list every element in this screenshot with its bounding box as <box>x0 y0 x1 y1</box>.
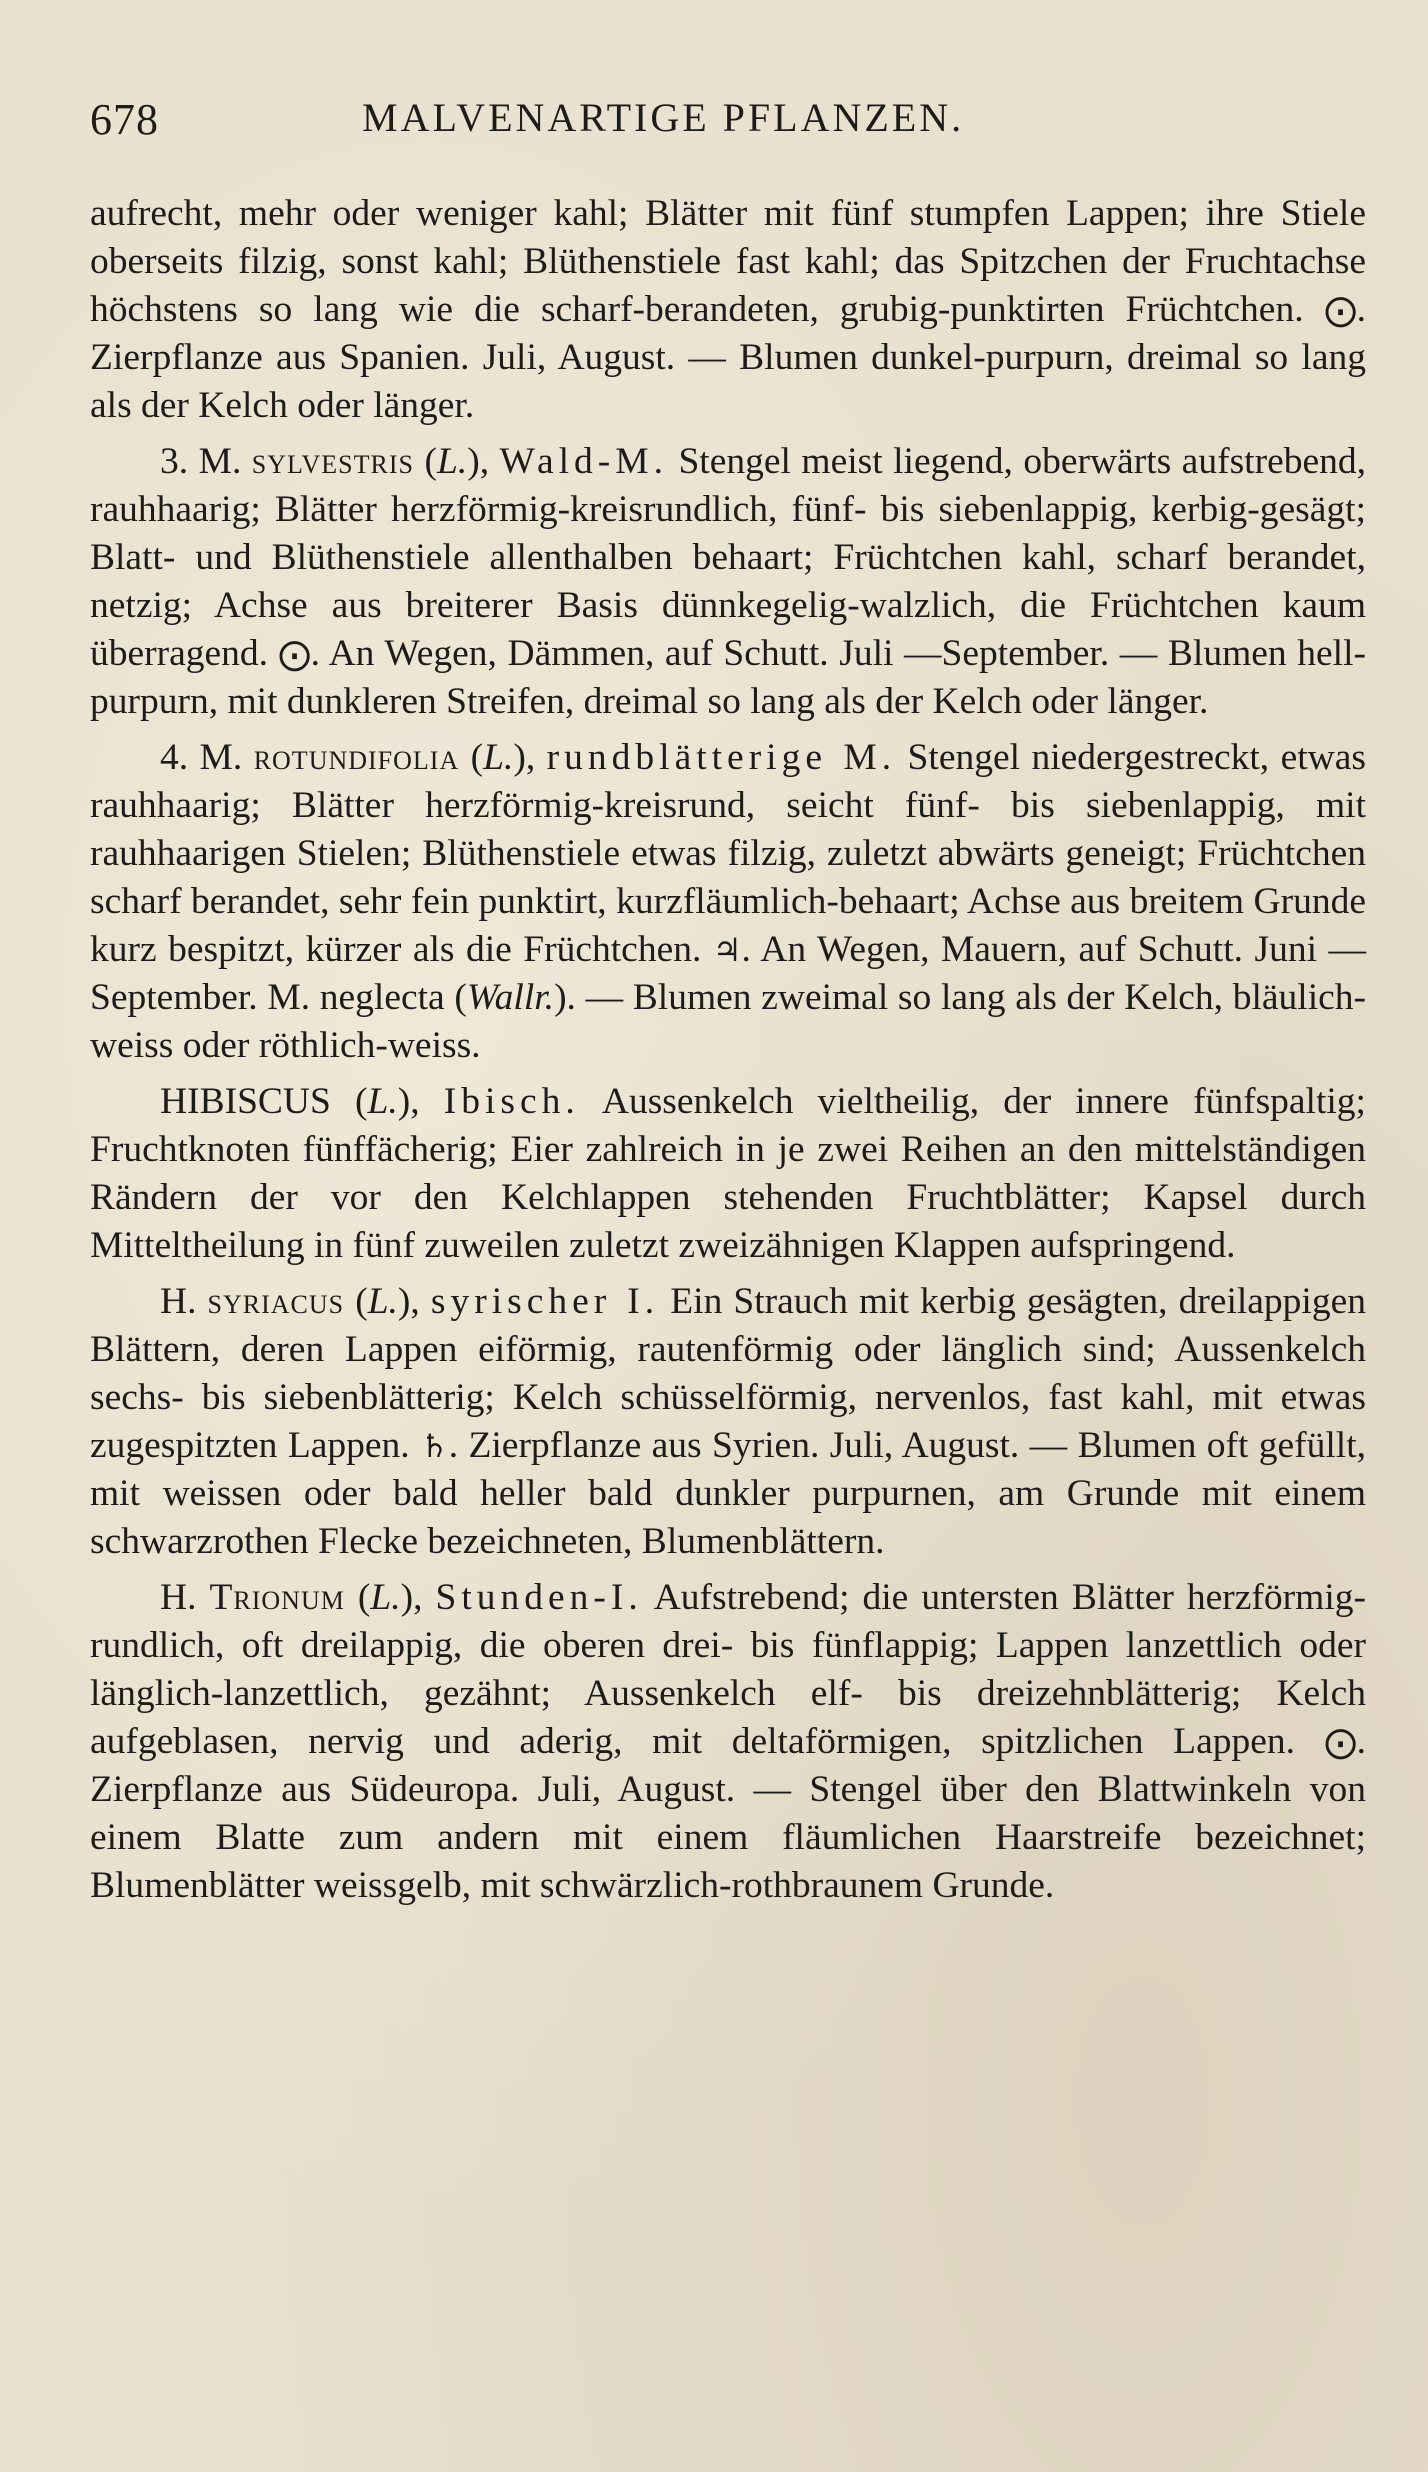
paren-close: ), <box>513 737 547 778</box>
annual-symbol: ⨀ <box>1324 1723 1357 1761</box>
page-body <box>90 190 1366 1918</box>
common-name: syrischer I. <box>430 1281 660 1322</box>
paren-open: ( <box>459 737 484 778</box>
species-number: 3. M. <box>160 441 252 482</box>
species-latin-name: syriacus <box>207 1281 345 1322</box>
paren-open: ( <box>344 1281 368 1322</box>
shrub-symbol: ♄ <box>420 1427 449 1465</box>
paragraph-tail: . An Wegen, Dämmen, auf Schutt. Juli —September. — Blumen hell-purpurn, mit dunkleren Streifen, dreimal so lang als der Kelch oder länger. <box>90 633 1366 722</box>
author-abbreviation: L. <box>483 737 514 778</box>
paragraph-tail-2: ). — Blumen zweimal so lang als der Kelch, bläulich-weiss oder röthlich-weiss. <box>90 977 1366 1066</box>
perennial-symbol: ♃ <box>712 931 742 969</box>
species-latin-name: Trionum <box>209 1577 345 1618</box>
paragraph-tail: . Zierpflanze aus Südeuropa. Juli, August. — Stengel über den Blattwinkeln von einem Blatte zum andern mit einem fläumlichen Haarstreife bezeichnet; Blumenblätter weissgelb, mit schwärzlich-rothbraunem Grunde. <box>90 1721 1366 1906</box>
author-abbreviation: L. <box>367 1281 398 1322</box>
paragraph-text: Stengel meist liegend, oberwärts aufstrebend, rauhhaarig; Blätter herzförmig-kreisrundlich, fünf- bis siebenlappig, kerbig-gesägt; Blatt- und Blüthenstiele allenthalben behaart; Früchtchen kahl, scharf berandet, netzig; Achse aus breiterer Basis dünnkegelig-walzlich, die Früchtchen kaum überragend. <box>90 441 1366 674</box>
paragraph-tail: . Zierpflanze aus Syrien. Juli, August. — Blumen oft gefüllt, mit weissen oder bald heller bald dunkler purpurnen, am Grunde mit einem schwarzrothen Flecke bezeichneten, Blumenblättern. <box>90 1425 1367 1562</box>
paragraph-text: Ein Strauch mit kerbig gesägten, dreilappigen Blättern, deren Lappen eiförmig, rautenförmig oder länglich sind; Aussenkelch sechs- bis siebenblätterig; Kelch schüsselförmig, nervenlos, fast kahl, mit etwas zugespitzten Lappen. <box>90 1281 1366 1466</box>
paragraph-malva-continued <box>90 190 1366 430</box>
common-name: rundblätterige M. <box>546 737 897 778</box>
common-name: Ibisch. <box>443 1081 580 1122</box>
author-abbreviation: L. <box>436 441 468 482</box>
species-number: 4. M. <box>160 737 254 778</box>
common-name: Wald-M. <box>499 441 668 482</box>
paragraph-tail: . Zierpflanze aus Spanien. Juli, August. — Blumen dunkel-purpurn, dreimal so lang als der Kelch oder länger. <box>90 289 1366 426</box>
species-latin-name: sylvestris <box>251 441 414 482</box>
paragraph-tail: . An Wegen, Mauern, auf Schutt. Juni — September. M. neglecta ( <box>90 929 1366 1018</box>
paren-close: ), <box>467 441 500 482</box>
author-abbreviation: L. <box>370 1577 401 1618</box>
genus-name: HIBISCUS ( <box>160 1081 368 1122</box>
paragraph-text: Stengel niedergestreckt, etwas rauhhaarig; Blätter herzförmig-kreisrund, seicht fünf- bis siebenlappig, mit rauhhaarigen Stielen; Blüthenstiele etwas filzig, zuletzt abwärts geneigt; Früchtchen scharf berandet, sehr fein punktirt, kurzfläumlich-behaart; Achse aus breitem Grunde kurz bespitzt, kürzer als die Früchtchen. <box>90 737 1366 970</box>
paragraph-hibiscus-genus <box>90 1078 1366 1270</box>
synonym-author: Wallr. <box>466 977 555 1018</box>
paragraph-malva-sylvestris <box>90 438 1366 726</box>
paren-open: ( <box>414 441 437 482</box>
paragraph-text: Aufstrebend; die untersten Blätter herzförmig-rundlich, oft dreilappig, die oberen drei- bis fünflappig; Lappen lanzettlich oder länglich-lanzettlich, gezähnt; Aussenkelch elf- bis dreizehnblätterig; Kelch aufgeblasen, nervig und aderig, mit deltaförmigen, spitzlichen Lappen. <box>90 1577 1366 1762</box>
paragraph-malva-rotundifolia <box>90 734 1366 1070</box>
species-number: H. <box>160 1281 208 1322</box>
paragraph-text: Aussenkelch vieltheilig, der innere fünfspaltig; Fruchtknoten fünffächerig; Eier zahlreich in je zwei Reihen an den mittelständigen Rändern der vor den Kelchlappen stehenden Fruchtblätter; Kapsel durch Mitteltheilung in fünf zuweilen zuletzt zweizähnigen Klappen aufspringend. <box>90 1081 1366 1266</box>
annual-symbol: ⨀ <box>1324 291 1357 329</box>
annual-symbol: ⨀ <box>278 635 311 673</box>
common-name: Stunden-I. <box>435 1577 643 1618</box>
paragraph-hibiscus-syriacus <box>90 1278 1366 1566</box>
page-header <box>90 88 1350 158</box>
species-number: H. <box>160 1577 210 1618</box>
paren-open: ( <box>344 1577 371 1618</box>
author-abbreviation: L. <box>367 1081 398 1122</box>
paragraph-text: aufrecht, mehr oder weniger kahl; Blätter mit fünf stumpfen Lappen; ihre Stiele oberseits filzig, sonst kahl; Blüthenstiele fast kahl; das Spitzchen der Fruchtachse höchstens so lang wie die scharf-berandeten, grubig-punktirten Früchtchen. <box>90 193 1366 330</box>
page-number: 678 <box>90 95 159 144</box>
running-title: MALVENARTIGE PFLANZEN. <box>362 95 965 140</box>
paren-close: ), <box>400 1577 436 1618</box>
paren-close: ), <box>397 1081 444 1122</box>
paren-close: ), <box>397 1281 431 1322</box>
species-latin-name: rotundifolia <box>253 737 460 778</box>
paragraph-hibiscus-trionum <box>90 1574 1366 1910</box>
